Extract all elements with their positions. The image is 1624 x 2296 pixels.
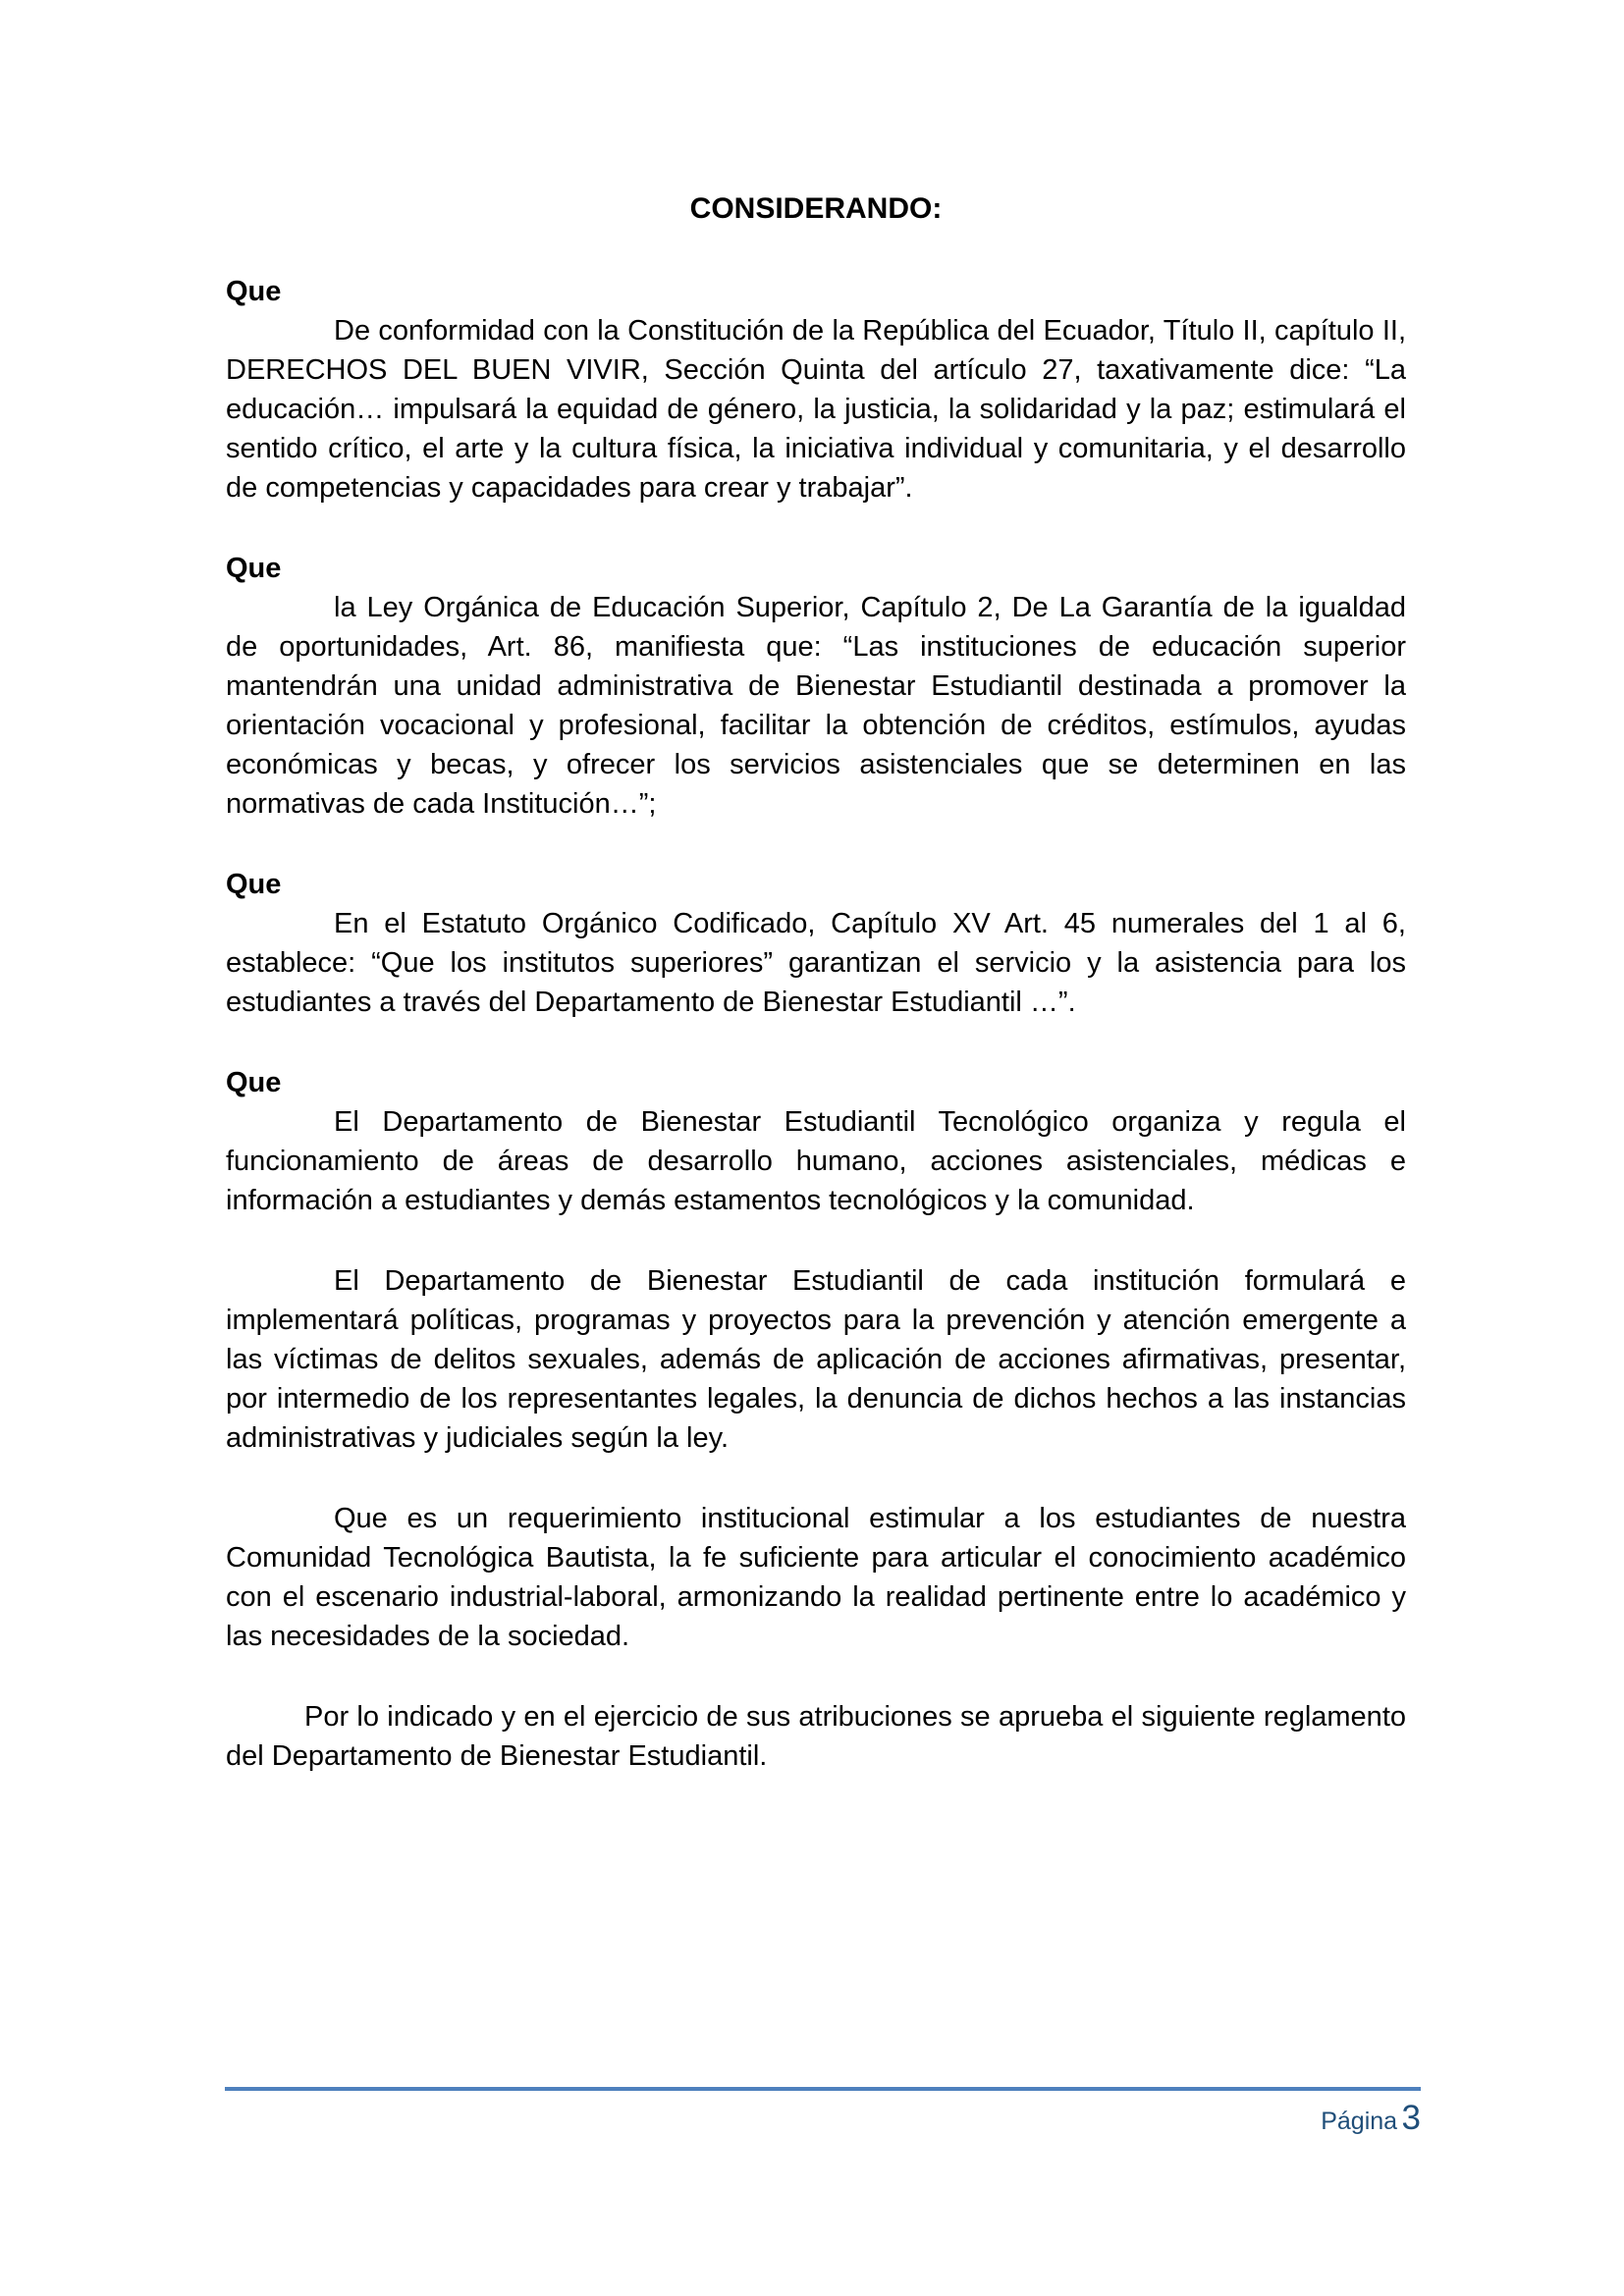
clause-section: [226, 272, 1406, 507]
footer-page-label: Página: [1321, 2108, 1398, 2135]
clause-paragraph: El Departamento de Bienestar Estudiantil Tecnológico organiza y regula el funcionamiento de áreas de desarrollo humano, acciones asistenciales, médicas e información a estudiantes y demás estamentos tecnológicos y la comunidad.: [226, 1106, 1406, 1216]
clause-paragraph: El Departamento de Bienestar Estudiantil de cada institución formulará e implementará políticas, programas y proyectos para la prevención y atención emergente a las víctimas de delitos sexuales, además de aplicación de acciones afirmativas, presentar, por intermedio de los representantes legales, la denuncia de dichos hechos a las instancias administrativas y judiciales según la ley.: [226, 1265, 1406, 1454]
page-title: CONSIDERANDO:: [689, 192, 943, 225]
clause-label-que: Que: [226, 869, 282, 900]
clause-section: [226, 865, 1406, 1022]
clause-label-que: Que: [226, 276, 282, 307]
clause-section: [226, 1063, 1406, 1220]
clause-section: [226, 1499, 1406, 1656]
clause-paragraph: Que es un requerimiento institucional estimular a los estudiantes de nuestra Comunidad Tecnológica Bautista, la fe suficiente para articular el conocimiento académico con el escenario industrial-laboral, armonizando la realidad pertinente entre lo académico y las necesidades de la sociedad.: [226, 1503, 1406, 1652]
document-content: [226, 189, 1406, 1817]
clause-paragraph: En el Estatuto Orgánico Codificado, Capítulo XV Art. 45 numerales del 1 al 6, establece: “Que los institutos superiores” garantizan el servicio y la asistencia para los estudiantes a través del Departamento de Bienestar Estudiantil …”.: [226, 908, 1406, 1018]
footer-page-number: 3: [1401, 2099, 1421, 2137]
clause-paragraph: Por lo indicado y en el ejercicio de sus atribuciones se aprueba el siguiente reglamento del Departamento de Bienestar Estudiantil.: [226, 1701, 1406, 1772]
clause-paragraph: la Ley Orgánica de Educación Superior, Capítulo 2, De La Garantía de la igualdad de oportunidades, Art. 86, manifiesta que: “Las instituciones de educación superior mantendrán una unidad administrativa de Bienestar Estudiantil destinada a promover la orientación vocacional y profesional, facilitar la obtención de créditos, estímulos, ayudas económicas y becas, y ofrecer los servicios asistenciales que se determinen en las normativas de cada Institución…”;: [226, 592, 1406, 820]
clause-label-que: Que: [226, 1067, 282, 1098]
clause-section: [226, 549, 1406, 824]
page-footer: [225, 2087, 1421, 2138]
clause-label-que: Que: [226, 553, 282, 584]
clause-section: [226, 1261, 1406, 1458]
clause-section: [226, 1697, 1406, 1776]
clause-paragraph: De conformidad con la Constitución de la República del Ecuador, Título II, capítulo II, DERECHOS DEL BUEN VIVIR, Sección Quinta del artículo 27, taxativamente dice: “La educación… impulsará la equidad de género, la justicia, la solidaridad y la paz; estimulará el sentido crítico, el arte y la cultura física, la iniciativa individual y comunitaria, y el desarrollo de competencias y capacidades para crear y trabajar”.: [226, 315, 1406, 504]
